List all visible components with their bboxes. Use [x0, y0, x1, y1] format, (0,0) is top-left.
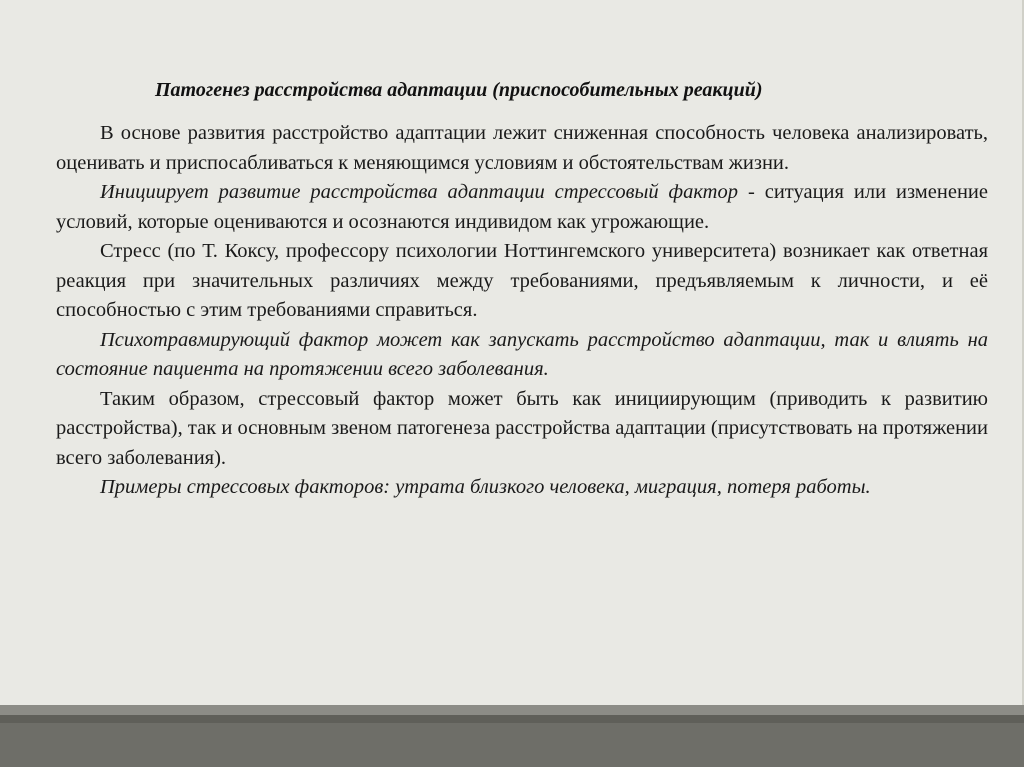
paragraph-cox: Стресс (по Т. Коксу, профессору психологии Ноттингемского университета) возникает как ответная реакция при значительных различиях между требованиями, предъявляемым к личности, и её способностью с этим требованиями справиться.	[56, 240, 988, 321]
paragraph-psychotrauma: Психотравмирующий фактор может как запускать расстройство адаптации, так и влиять на состояние пациента на протяжении всего заболевания.	[56, 328, 988, 380]
paragraph-stress-factor-lead: Инициирует развитие расстройства адаптации стрессовый фактор	[100, 181, 738, 203]
paragraph-examples: Примеры стрессовых факторов: утрата близкого человека, миграция, потеря работы.	[100, 476, 871, 498]
bottom-band-highlight	[0, 705, 1024, 715]
paragraph-conclusion: Таким образом, стрессовый фактор может быть как инициирующим (приводить к развитию расстройства), так и основным звеном патогенеза расстройства адаптации (присутствовать на протяжении всего заболевания).	[56, 387, 988, 469]
paragraph-basis: В основе развития расстройство адаптации лежит сниженная способность человека анализировать, оценивать и приспосабливаться к меняющимся условиям и обстоятельствам жизни.	[56, 122, 988, 174]
slide-body	[56, 119, 988, 503]
paragraph-stress-factor-rest: - ситуация или изменение условий, которые оцениваются и осознаются индивидом как угрожающие.	[56, 181, 988, 233]
paragraph-stress-factor	[56, 178, 988, 237]
bottom-band	[0, 705, 1024, 767]
slide-title: Патогенез расстройства адаптации (приспособительных реакций)	[155, 79, 763, 101]
bottom-band-stripe	[0, 715, 1024, 723]
